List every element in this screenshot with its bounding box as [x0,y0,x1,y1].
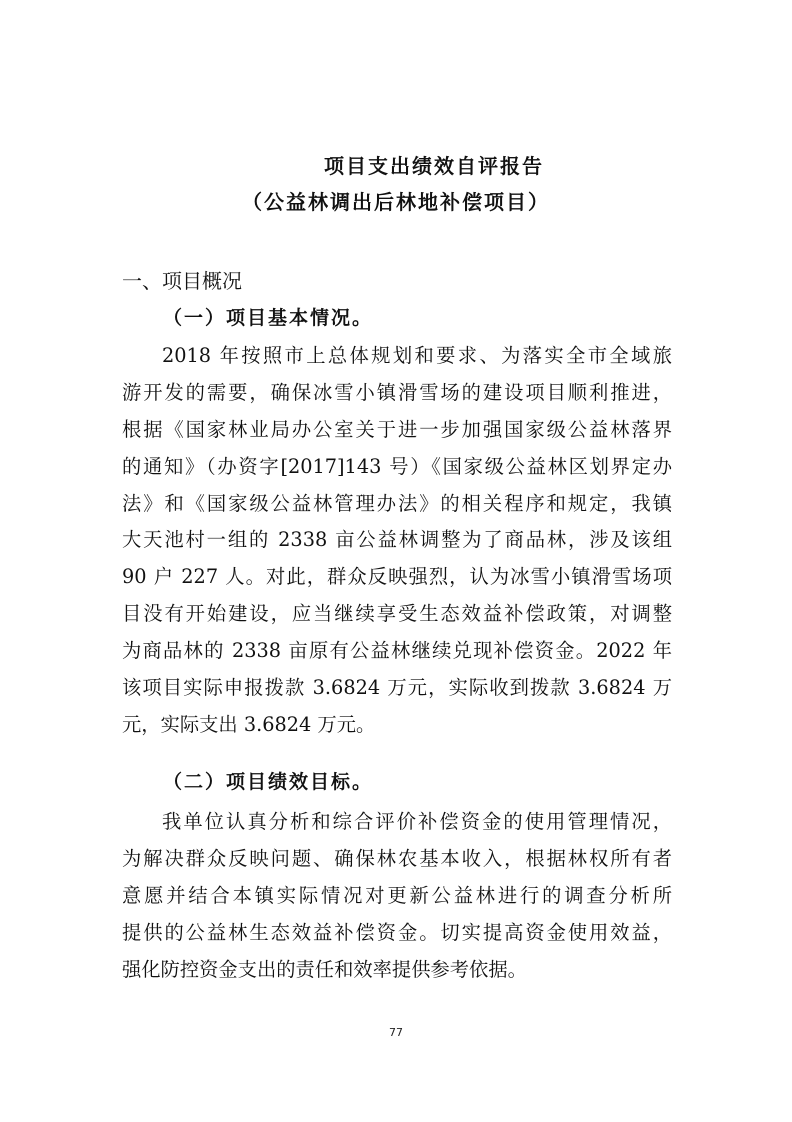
document-subtitle: （公益林调出后林地补偿项目） [242,190,550,214]
paragraph-basic-info [122,338,672,744]
subsection-heading-performance-goals: （二）项目绩效目标。 [163,771,374,793]
text-line: 法》和《国家级公益林管理办法》的相关程序和规定，我镇 [122,491,672,515]
text-line: 游开发的需要，确保冰雪小镇滑雪场的建设项目顺利推进， [122,380,672,404]
text-line: 90 户 227 人。对此，群众反映强烈，认为冰雪小镇滑雪场项 [122,565,672,589]
text-line: 的通知》（办资字[2017]143 号）《国家级公益林区划界定办 [122,454,672,478]
text-line: 大天池村一组的 2338 亩公益林调整为了商品林，涉及该组 [122,528,672,552]
text-line: 意愿并结合本镇实际情况对更新公益林进行的调查分析所 [122,883,672,907]
text-line: 为解决群众反映问题、确保林农基本收入，根据林权所有者 [122,846,672,870]
text-line: 该项目实际申报拨款 3.6824 万元，实际收到拨款 3.6824 万 [122,676,672,700]
document-title: 项目支出绩效自评报告 [324,154,544,178]
paragraph-performance-goals [122,804,672,988]
text-line: 我单位认真分析和综合评价补偿资金的使用管理情况， [162,810,672,833]
text-line: 2018 年按照市上总体规划和要求、为落实全市全域旅 [162,344,672,367]
page-number: 77 [389,1026,403,1039]
text-line: 根据《国家林业局办公室关于进一步加强国家级公益林落界 [122,417,672,441]
text-line: 为商品林的 2338 亩原有公益林继续兑现补偿资金。2022 年 [122,639,672,663]
text-line: 元，实际支出 3.6824 万元。 [122,712,376,736]
text-line: 强化防控资金支出的责任和效率提供参考依据。 [122,957,527,981]
text-line: 目没有开始建设，应当继续享受生态效益补偿政策，对调整 [122,602,672,626]
section-heading-overview: 一、项目概况 [122,269,242,293]
subsection-heading-basic-info: （一）项目基本情况。 [163,307,374,329]
text-line: 提供的公益林生态效益补偿资金。切实提高资金使用效益， [122,920,672,944]
